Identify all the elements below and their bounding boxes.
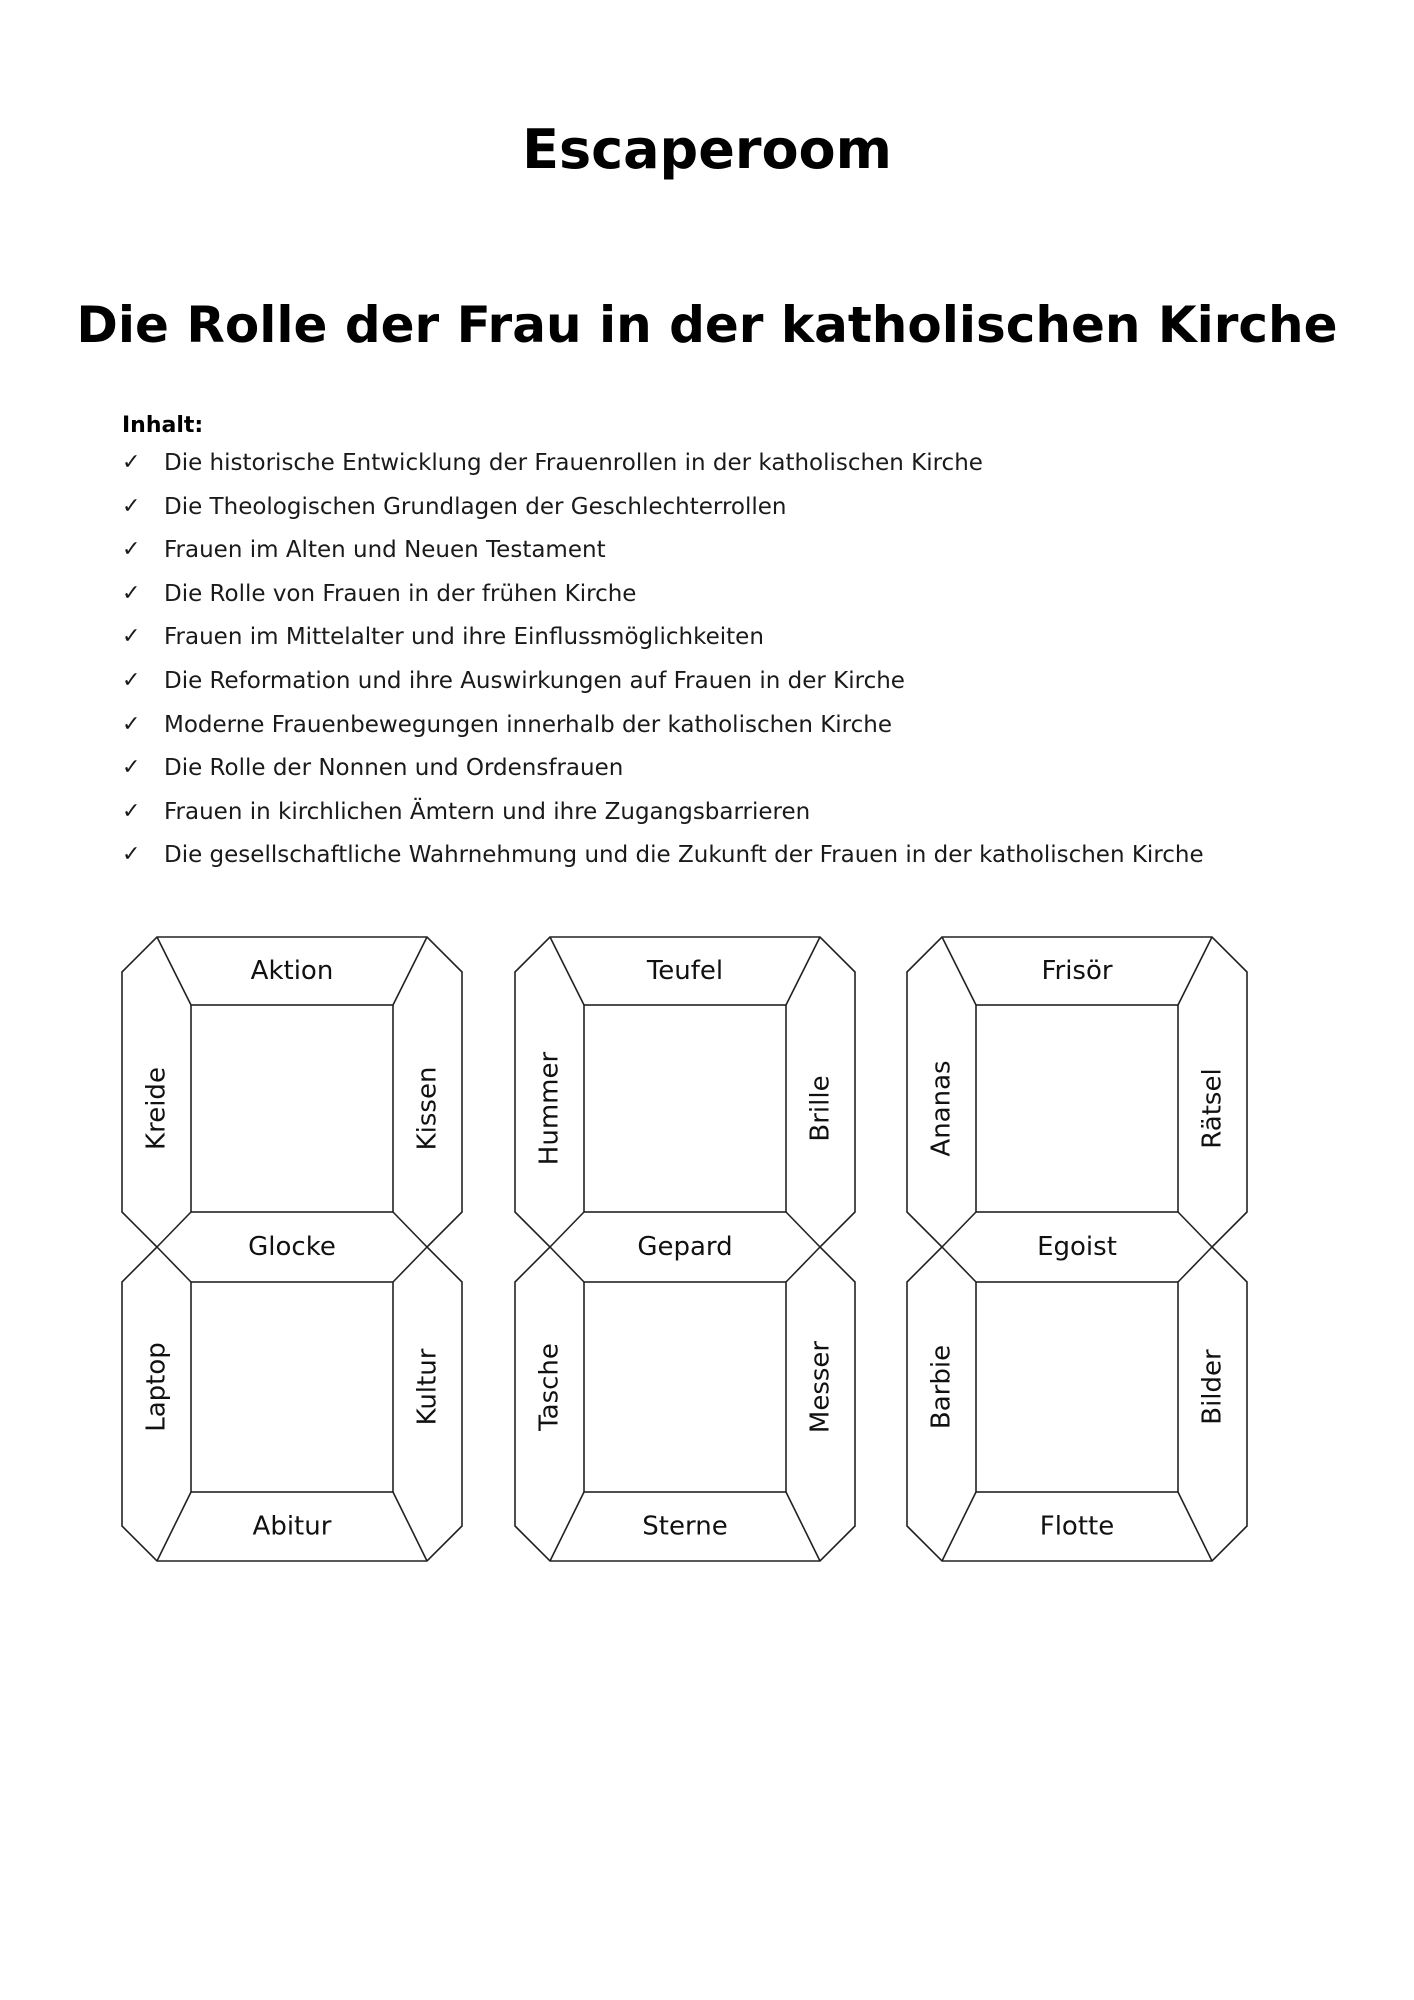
segment-label-lower-right: Messer: [805, 1340, 836, 1434]
topic-text: Die Rolle der Nonnen und Ordensfrauen: [164, 755, 624, 782]
segment-divider: [157, 1247, 191, 1282]
checkmark-icon: ✓: [122, 493, 141, 519]
topic-text: Die historische Entwicklung der Frauenrollen in der katholischen Kirche: [164, 450, 983, 476]
puzzle-lower-square: [976, 1282, 1178, 1492]
content-heading: Inhalt:: [122, 413, 204, 438]
segment-divider: [550, 1492, 584, 1561]
segment-label-bottom: Abitur: [252, 1511, 332, 1542]
segment-divider: [1178, 937, 1212, 1005]
segment-divider: [786, 1212, 820, 1247]
checkmark-icon: ✓: [122, 755, 141, 781]
puzzle-lower-square: [584, 1282, 786, 1492]
segment-label-lower-left: Barbie: [926, 1344, 957, 1430]
puzzle-upper-square: [976, 1005, 1178, 1212]
checkmark-icon: ✓: [122, 842, 141, 868]
segment-divider: [942, 1492, 976, 1561]
segment-divider: [550, 1247, 584, 1282]
segment-label-top: Frisör: [1041, 956, 1113, 986]
page-subtitle: Die Rolle der Frau in der katholischen Kirche: [76, 296, 1338, 354]
segment-label-bottom: Sterne: [642, 1511, 728, 1542]
segment-label-top: Aktion: [250, 956, 334, 986]
segment-label-upper-right: Brille: [805, 1075, 836, 1142]
segment-divider: [393, 1492, 427, 1561]
segment-label-upper-left: Ananas: [926, 1060, 957, 1157]
segment-divider: [393, 1212, 427, 1247]
segment-label-lower-left: Laptop: [141, 1342, 172, 1432]
segment-divider: [157, 1492, 191, 1561]
topic-text: Moderne Frauenbewegungen innerhalb der katholischen Kirche: [164, 711, 893, 738]
segment-divider: [1178, 1212, 1212, 1247]
segment-divider: [550, 1212, 584, 1247]
segment-divider: [1178, 1492, 1212, 1561]
segment-label-upper-left: Kreide: [141, 1067, 172, 1150]
segment-label-lower-right: Bilder: [1197, 1349, 1228, 1425]
segment-label-middle: Egoist: [1037, 1232, 1117, 1262]
puzzle-upper-square: [584, 1005, 786, 1212]
segment-label-upper-right: Rätsel: [1197, 1068, 1228, 1149]
segment-divider: [550, 937, 584, 1005]
checkmark-icon: ✓: [122, 450, 141, 475]
checkmark-icon: ✓: [122, 580, 141, 606]
segment-label-upper-right: Kissen: [412, 1066, 443, 1151]
topic-text: Frauen im Mittelalter und ihre Einflussmöglichkeiten: [164, 624, 764, 651]
topic-text: Frauen im Alten und Neuen Testament: [164, 537, 606, 564]
segment-label-lower-left: Tasche: [534, 1343, 565, 1431]
segment-label-lower-right: Kultur: [412, 1348, 443, 1426]
segment-divider: [157, 937, 191, 1005]
topic-text: Die Reformation und ihre Auswirkungen auf Frauen in der Kirche: [164, 667, 905, 694]
topic-text: Die gesellschaftliche Wahrnehmung und die Zukunft der Frauen in der katholischen Kirche: [164, 842, 1204, 869]
segment-divider: [942, 937, 976, 1005]
page-title: Escaperoom: [522, 118, 892, 181]
checkmark-icon: ✓: [122, 624, 141, 650]
topic-text: Die Theologischen Grundlagen der Geschlechterrollen: [164, 493, 787, 520]
topic-text: Die Rolle von Frauen in der frühen Kirche: [164, 580, 637, 607]
puzzle-upper-square: [191, 1005, 393, 1212]
checkmark-icon: ✓: [122, 537, 141, 563]
segment-divider: [786, 1247, 820, 1282]
segment-label-middle: Gepard: [637, 1232, 733, 1262]
segment-divider: [942, 1247, 976, 1282]
segment-label-bottom: Flotte: [1039, 1511, 1115, 1542]
segment-divider: [157, 1212, 191, 1247]
checkmark-icon: ✓: [122, 711, 141, 737]
segment-divider: [786, 937, 820, 1005]
segment-divider: [393, 937, 427, 1005]
segment-label-top: Teufel: [646, 956, 724, 986]
segment-divider: [786, 1492, 820, 1561]
segment-divider: [1178, 1247, 1212, 1282]
checkmark-icon: ✓: [122, 667, 141, 693]
segment-divider: [942, 1212, 976, 1247]
segment-label-middle: Glocke: [248, 1232, 336, 1262]
puzzle-lower-square: [191, 1282, 393, 1492]
checkmark-icon: ✓: [122, 798, 141, 824]
segment-label-upper-left: Hummer: [534, 1051, 565, 1166]
segment-divider: [393, 1247, 427, 1282]
topic-text: Frauen in kirchlichen Ämtern und ihre Zugangsbarrieren: [164, 798, 811, 825]
